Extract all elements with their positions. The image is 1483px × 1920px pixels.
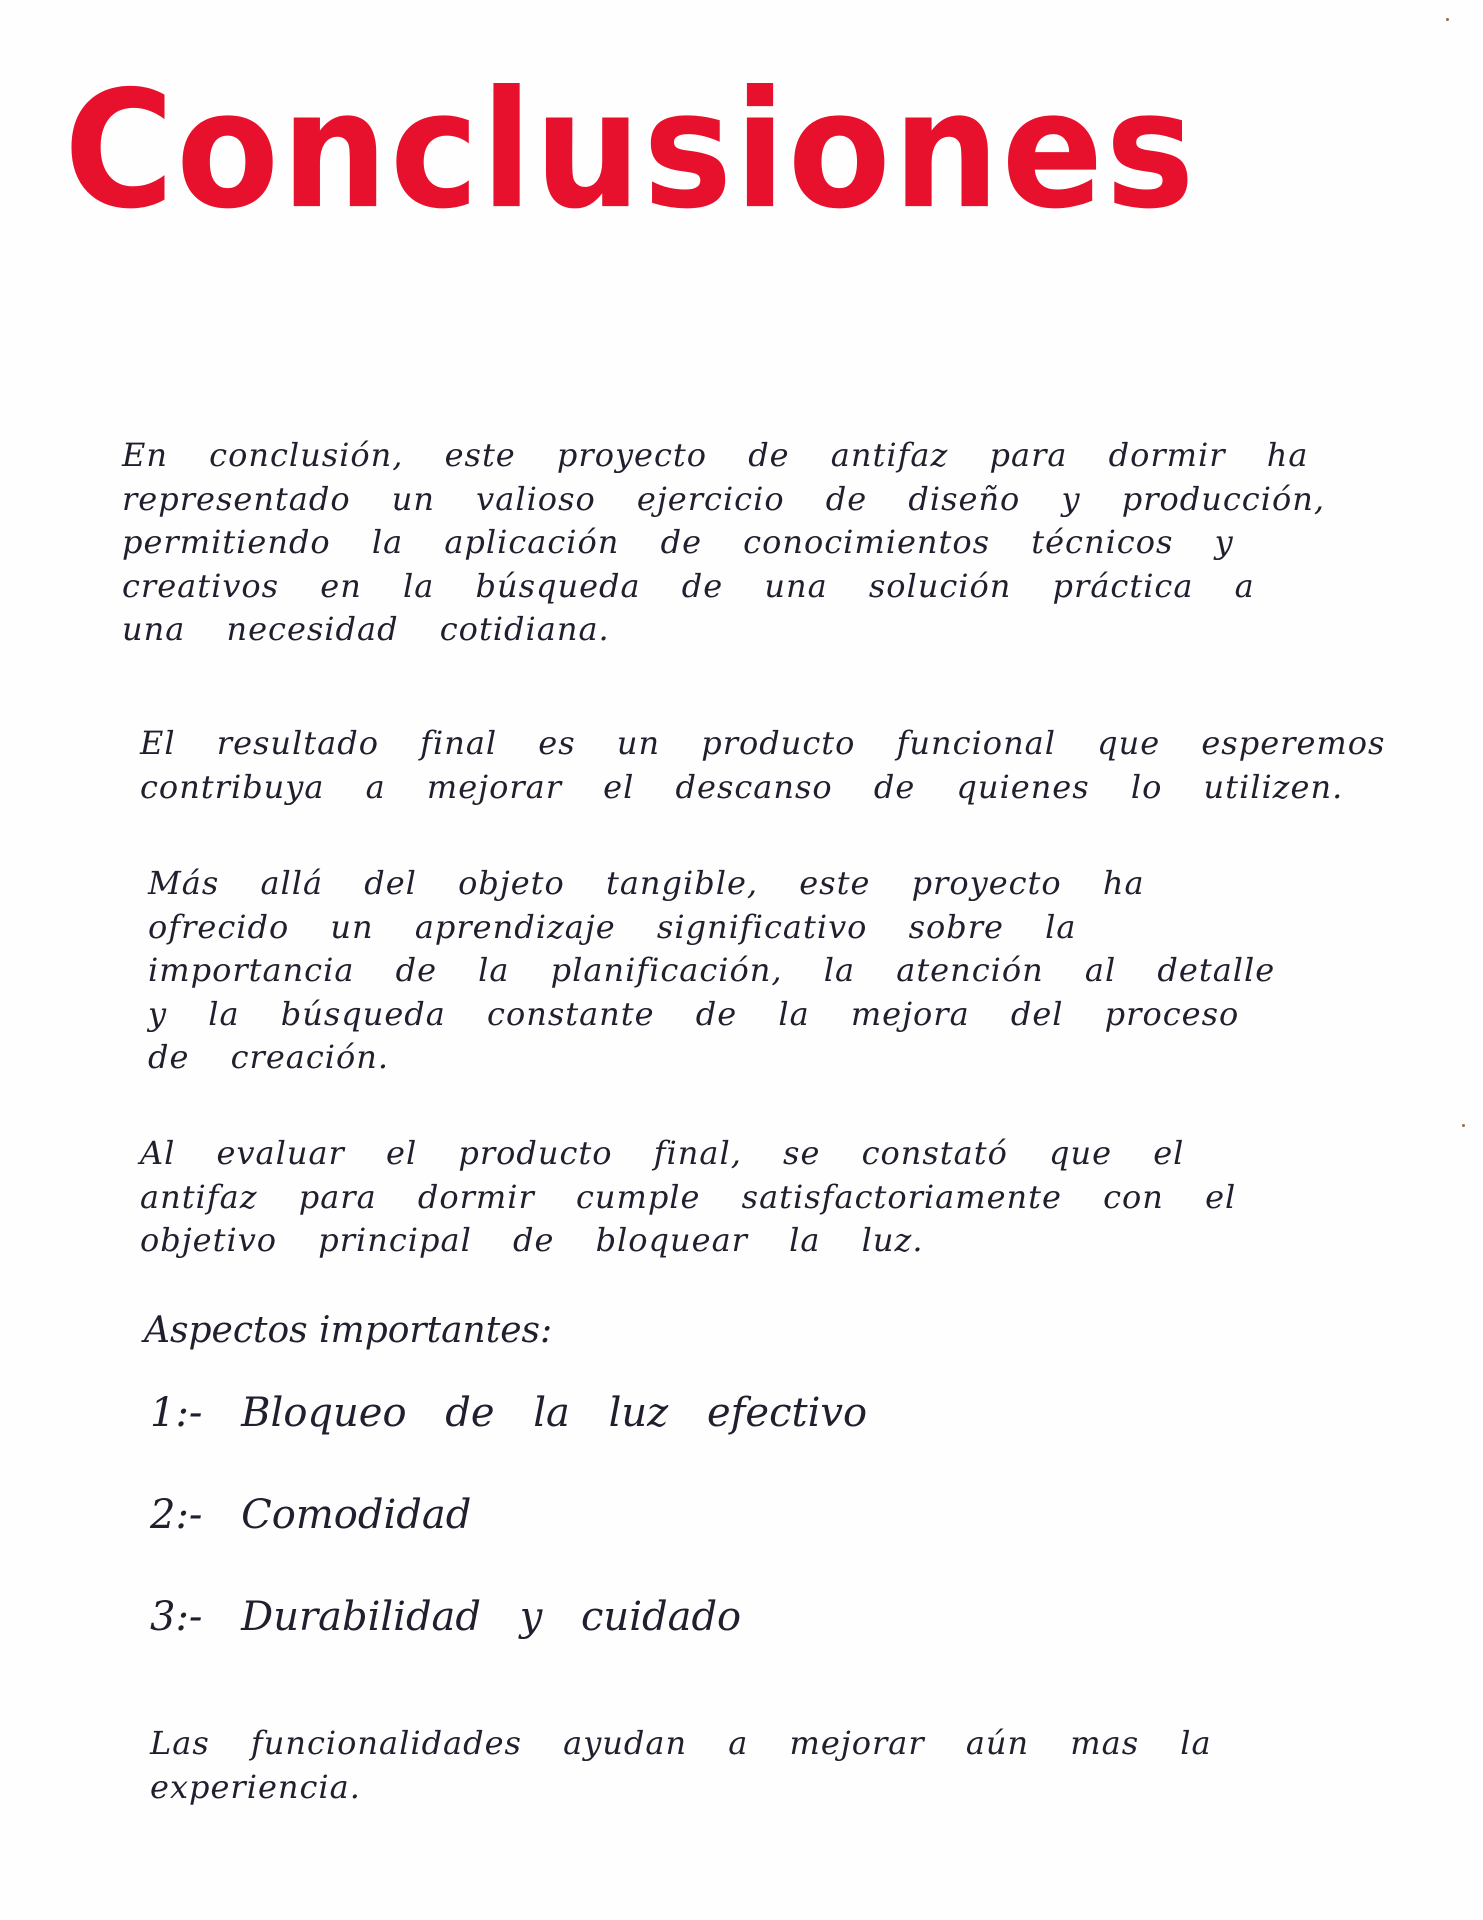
paragraph-closing: Las funcionalidades ayudan a mejorar aún mas la experiencia. xyxy=(150,1724,1212,1806)
paragraph-learning: Más allá del objeto tangible, este proyecto ha ofrecido un aprendizaje significativo sobre la importancia de la planificación, la atención al detalle y la búsqueda constante de la mejora del proceso de creación. xyxy=(148,864,1276,1077)
paper-speck xyxy=(1462,1124,1465,1127)
paragraph-result: El resultado final es un producto funcional que esperemos contribuya a mejorar el descanso de quienes lo utilizen. xyxy=(140,724,1386,806)
aspects-heading: Aspectos importantes: xyxy=(144,1310,553,1351)
page-title: Conclusiones xyxy=(64,57,1197,245)
aspect-item: 2:- Comodidad xyxy=(150,1492,472,1538)
aspect-item: 1:- Bloqueo de la luz efectivo xyxy=(150,1390,868,1436)
aspects-list xyxy=(150,1390,867,1696)
paragraph-intro: En conclusión, este proyecto de antifaz para dormir ha representado un valioso ejercicio de diseño y producción, permitiendo la aplicación de conocimientos técnicos y creativos en la búsqueda de una solución práctica a una necesidad cotidiana. xyxy=(122,436,1325,649)
aspect-item: 3:- Durabilidad y cuidado xyxy=(150,1594,742,1640)
paragraph-evaluation: Al evaluar el producto final, se constató que el antifaz para dormir cumple satisfactoriamente con el objetivo principal de bloquear la luz. xyxy=(140,1134,1237,1260)
paper-speck xyxy=(1446,18,1449,21)
